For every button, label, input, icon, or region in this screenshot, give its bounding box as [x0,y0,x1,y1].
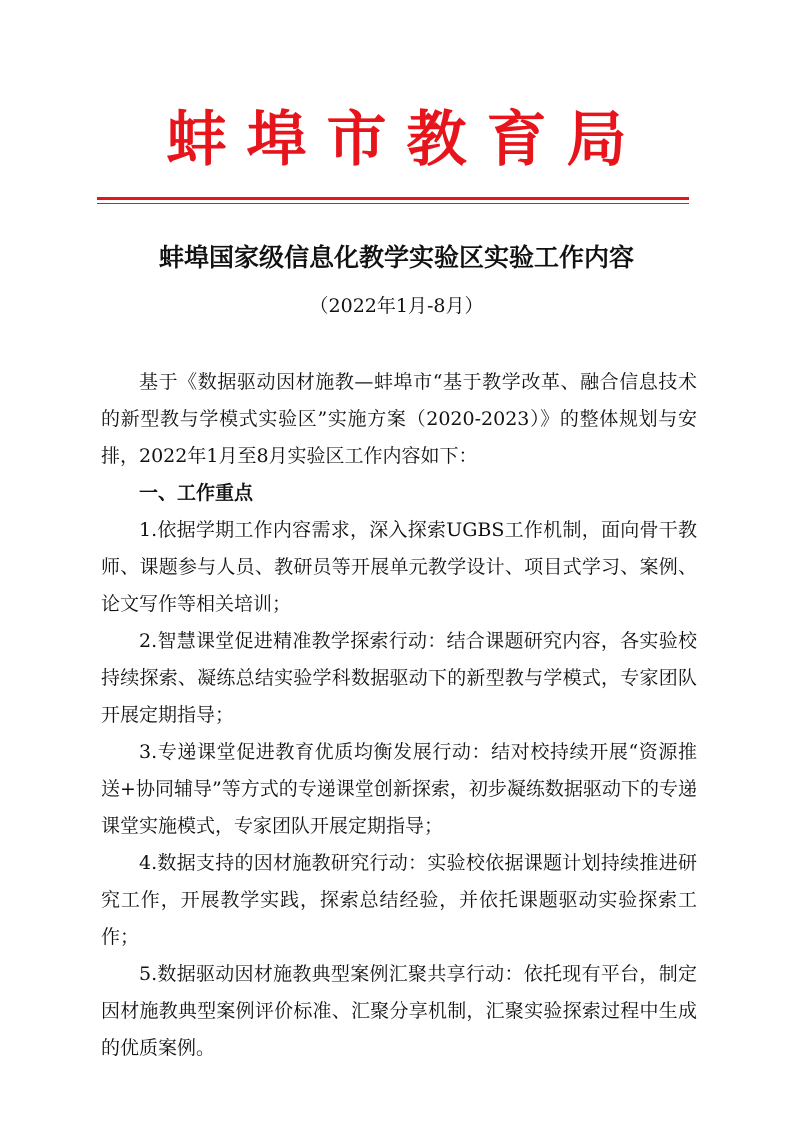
list-item: 5.数据驱动因材施教典型案例汇聚共享行动：依托现有平台，制定因材施教典型案例评价标准、汇聚分享机制，汇聚实验探索过程中生成的优质案例。 [101,963,697,1059]
intro-paragraph: 基于《数据驱动因材施教—蚌埠市“基于教学改革、融合信息技术的新型教与学模式实验区”实施方案（2020-2023）》的整体规划与安排，2022年1月至8月实验区工作内容如下： [101,371,697,467]
letterhead-red-rule [97,197,689,200]
list-item: 2.智慧课堂促进精准教学探索行动：结合课题研究内容，各实验校持续探索、凝练总结实验学科数据驱动下的新型教与学模式，专家团队开展定期指导； [101,630,697,726]
section-heading: 一、工作重点 [139,482,254,504]
letterhead-red-rule-thin [97,203,689,204]
letterhead-org-name: 蚌埠市教育局 [166,105,647,175]
document-subtitle: （2022年1月-8月） [309,295,484,317]
list-item: 4.数据支持的因材施教研究行动：实验校依据课题计划持续推进研究工作，开展教学实践，探索总结经验，并依托课题驱动实验探索工作； [101,852,697,948]
list-item: 3.专递课堂促进教育优质均衡发展行动：结对校持续开展“资源推送+协同辅导”等方式的专递课堂创新探索，初步凝练数据驱动下的专递课堂实施模式，专家团队开展定期指导； [101,741,697,837]
list-item: 1.依据学期工作内容需求，深入探索UGBS工作机制，面向骨干教师、课题参与人员、教研员等开展单元教学设计、项目式学习、案例、论文写作等相关培训； [101,519,697,615]
document-title: 蚌埠国家级信息化教学实验区实验工作内容 [158,243,634,272]
document-body [101,364,697,1067]
